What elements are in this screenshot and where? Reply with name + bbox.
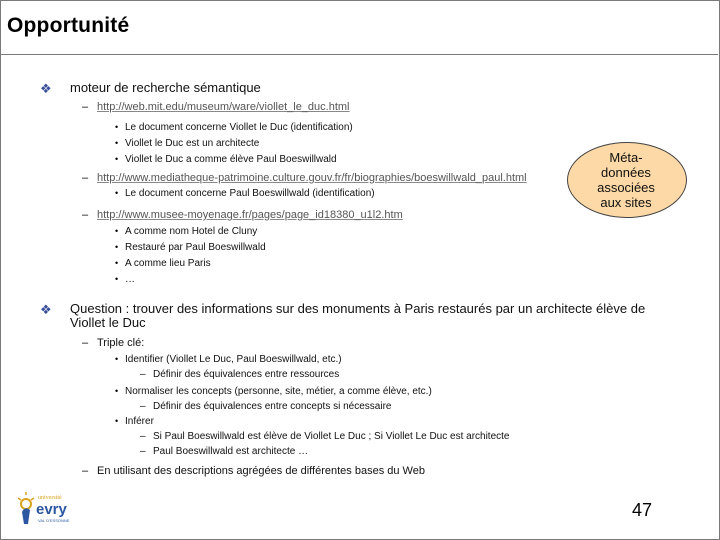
diamond-bullet-icon: ❖	[40, 81, 52, 96]
step-item: Identifier (Viollet Le Duc, Paul Boeswillwald, etc.)	[125, 354, 342, 365]
logo-sun-icon	[21, 499, 31, 509]
bullet-icon: •	[115, 188, 119, 198]
step-dash-icon: –	[140, 401, 146, 412]
callout-line: données	[601, 165, 651, 180]
dash-icon: –	[82, 172, 89, 184]
conclusion-text: En utilisant des descriptions agrégées de différentes bases du Web	[97, 465, 425, 477]
step-dash-icon: –	[140, 431, 146, 442]
university-evry-logo	[16, 486, 96, 530]
bullet-icon: •	[115, 154, 119, 164]
triple-key-label: Triple clé:	[97, 337, 145, 349]
bullet-icon: •	[115, 416, 119, 426]
diamond-bullet-icon: ❖	[40, 302, 52, 317]
bullet-icon: •	[115, 138, 119, 148]
callout-line: aux sites	[600, 195, 652, 210]
bullet-icon: •	[115, 386, 119, 396]
step-item: Inférer	[125, 416, 154, 427]
callout-line: Méta-	[609, 150, 643, 165]
bullet-icon: •	[115, 226, 119, 236]
list-item: Viollet le Duc a comme élève Paul Boeswillwald	[125, 154, 337, 165]
bullet-icon: •	[115, 274, 119, 284]
list-item: A comme nom Hotel de Cluny	[125, 226, 258, 237]
dash-icon: –	[82, 209, 89, 221]
list-item: Restauré par Paul Boeswillwald	[125, 242, 266, 253]
bullet-icon: •	[115, 122, 119, 132]
list-item: Le document concerne Paul Boeswillwald (identification)	[125, 188, 375, 199]
logo-top-text: université	[38, 495, 62, 501]
section2-heading-line1: Question : trouver des informations sur des monuments à Paris restaurés par un architecte élève de	[70, 301, 646, 316]
list-item: Viollet le Duc est un architecte	[125, 138, 260, 149]
logo-bottom-text: VAL D'ESSONNE	[38, 518, 70, 523]
dash-icon: –	[82, 101, 89, 113]
bullet-icon: •	[115, 258, 119, 268]
title-bar	[0, 0, 718, 55]
section2-heading-line2: Viollet le Duc	[70, 315, 146, 330]
bullet-icon: •	[115, 354, 119, 364]
link-mediatheque[interactable]: http://www.mediatheque-patrimoine.culture.gouv.fr/fr/biographies/boeswillwald_paul.html	[97, 172, 527, 184]
page-number: 47	[632, 500, 653, 520]
step-subitem: Définir des équivalences entre concepts si nécessaire	[153, 401, 392, 412]
step-subitem: Définir des équivalences entre ressources	[153, 369, 340, 380]
list-item: …	[125, 274, 135, 285]
callout-line: associées	[597, 180, 655, 195]
bullet-icon: •	[115, 242, 119, 252]
section1-heading: moteur de recherche sémantique	[70, 80, 261, 95]
slide-title: Opportunité	[7, 14, 130, 37]
link-mit[interactable]: http://web.mit.edu/museum/ware/viollet_le_duc.html	[97, 101, 350, 113]
metadata-callout-text	[567, 150, 685, 210]
link-musee-moyenage[interactable]: http://www.musee-moyenage.fr/pages/page_id18380_u1l2.htm	[97, 209, 403, 221]
step-item: Normaliser les concepts (personne, site, métier, a comme élève, etc.)	[125, 386, 432, 397]
dash-icon: –	[82, 465, 89, 477]
dash-icon: –	[82, 337, 89, 349]
step-dash-icon: –	[140, 446, 146, 457]
step-dash-icon: –	[140, 369, 146, 380]
logo-figure-icon	[22, 508, 30, 524]
list-item: A comme lieu Paris	[125, 258, 211, 269]
step-subitem: Paul Boeswillwald est architecte …	[153, 446, 309, 457]
step-subitem: Si Paul Boeswillwald est élève de Viollet Le Duc ; Si Viollet Le Duc est architecte	[153, 431, 510, 442]
logo-name: evry	[36, 501, 67, 518]
list-item: Le document concerne Viollet le Duc (identification)	[125, 122, 353, 133]
